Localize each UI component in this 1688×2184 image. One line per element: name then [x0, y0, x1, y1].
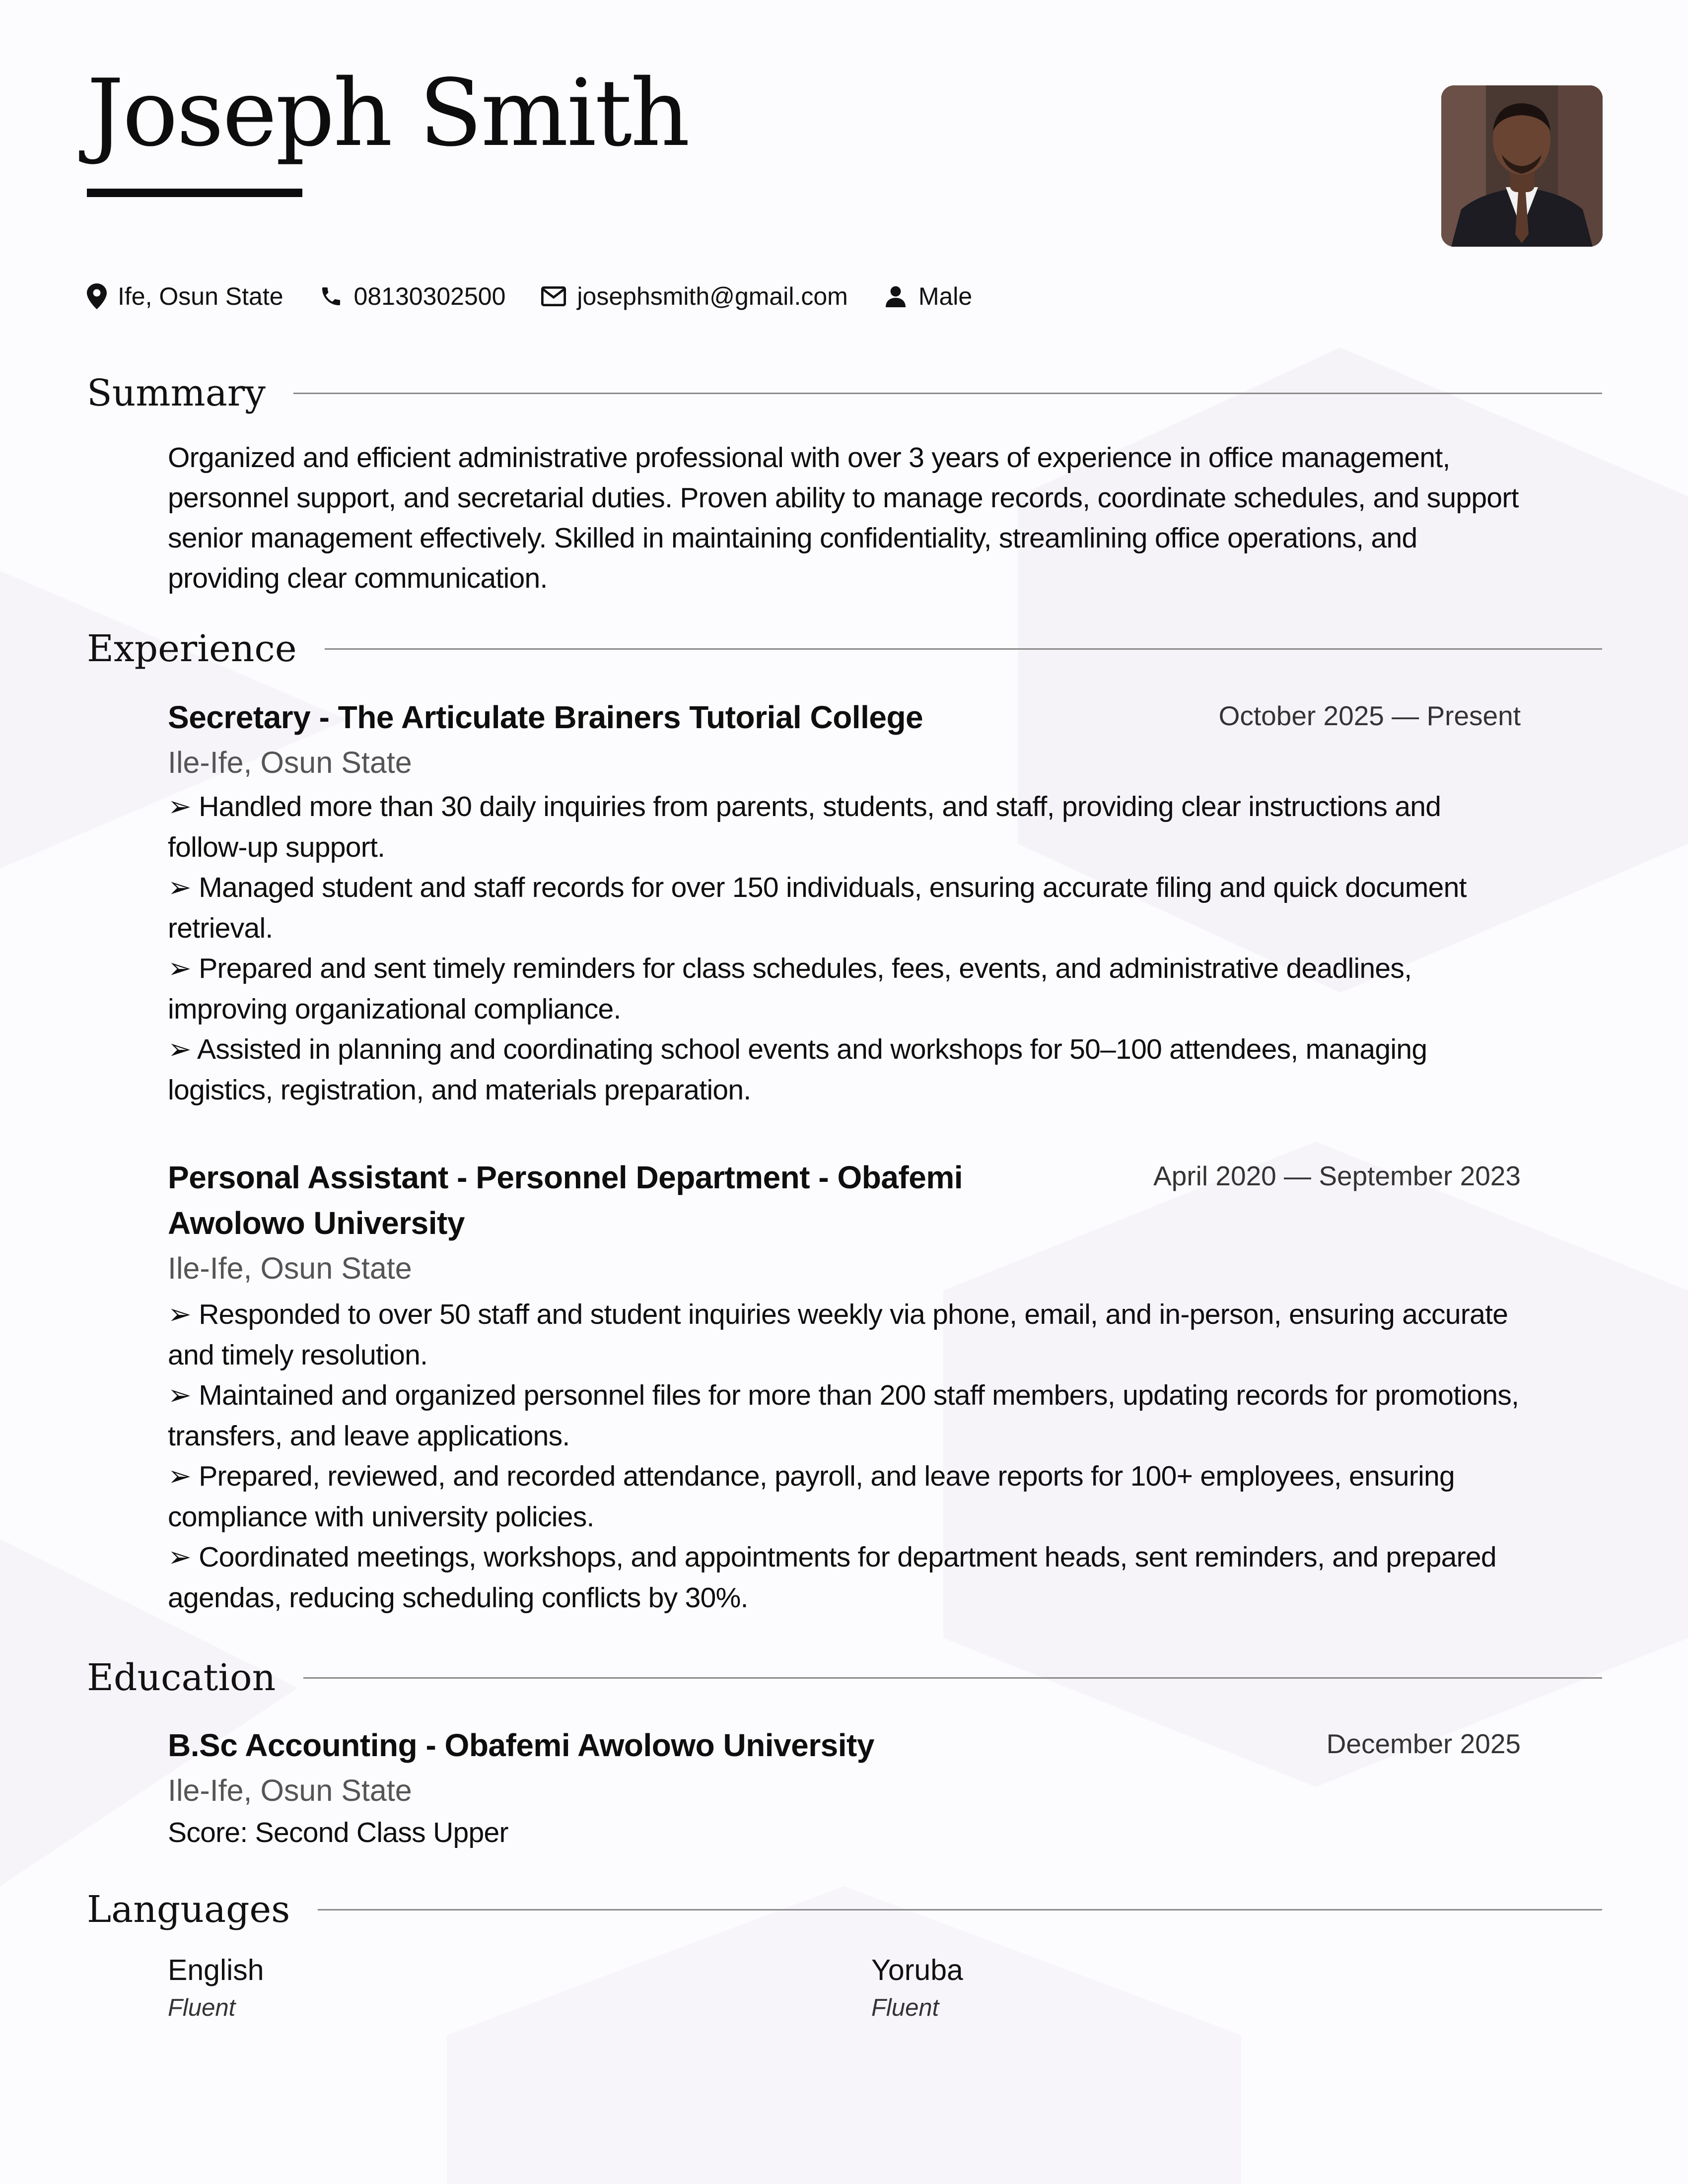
degree-title: B.Sc Accounting - Obafemi Awolowo University: [168, 1727, 874, 1763]
section-divider: [325, 648, 1602, 650]
section-divider: [303, 1677, 1602, 1679]
envelope-icon: [541, 286, 566, 306]
map-pin-icon: [87, 283, 107, 309]
list-item: ➢ Coordinated meetings, workshops, and appointments for department heads, sent reminders, and prepared agendas, reducing scheduling conflicts by 30%.: [168, 1541, 1496, 1614]
profile-photo: [1441, 85, 1603, 247]
list-item: ➢ Assisted in planning and coordinating school events and workshops for 50–100 attendees, managing logistics, registration, and materials preparation.: [168, 1033, 1427, 1106]
contact-bar: [87, 279, 972, 314]
job-location: Ile-Ife, Osun State: [168, 1251, 412, 1285]
language-level: Fluent: [871, 1994, 939, 2021]
job-entry: [168, 1155, 1521, 1618]
list-item: ➢ Managed student and staff records for over 150 individuals, ensuring accurate filing and quick document retrieval.: [168, 872, 1467, 944]
experience-title: Experience: [87, 627, 297, 670]
contact-phone: [319, 282, 506, 311]
section-divider: [318, 1909, 1602, 1911]
name-underline: [87, 189, 302, 197]
job-bullets: [168, 1295, 1521, 1618]
location-text: Ife, Osun State: [118, 282, 283, 310]
languages-title: Languages: [87, 1888, 290, 1931]
job-location: Ile-Ife, Osun State: [168, 746, 412, 779]
job-bullets: [168, 787, 1521, 1110]
contact-email: [541, 282, 847, 311]
education-title: Education: [87, 1656, 276, 1699]
phone-text[interactable]: 08130302500: [353, 282, 506, 310]
experience-header: [87, 627, 1602, 670]
summary-title: Summary: [87, 372, 266, 414]
email-text[interactable]: josephsmith@gmail.com: [577, 282, 848, 310]
list-item: ➢ Handled more than 30 daily inquiries from parents, students, and staff, providing clear instructions and follow-up support.: [168, 791, 1441, 863]
job-title: Personal Assistant - Personnel Department - Obafemi Awolowo University: [168, 1160, 963, 1241]
list-item: ➢ Maintained and organized personnel files for more than 200 staff members, updating records for promotions, transfers, and leave applications.: [168, 1379, 1519, 1452]
phone-icon: [319, 284, 343, 308]
contact-location: [87, 282, 283, 311]
candidate-name: Joseph Smith: [87, 59, 689, 167]
education-date: December 2025: [1326, 1728, 1521, 1759]
list-item: ➢ Prepared and sent timely reminders for class schedules, fees, events, and administrative deadlines, improving organizational compliance.: [168, 953, 1412, 1025]
job-dates: April 2020 — September 2023: [1153, 1160, 1521, 1191]
gender-text: Male: [918, 282, 973, 310]
languages-header: [87, 1888, 1602, 1931]
job-entry: [168, 694, 1521, 1110]
summary-text: Organized and efficient administrative professional with over 3 years of experience in office management, personnel support, and secretarial duties. Proven ability to manage records, coordinate schedules, and support senior management effectively. Skilled in maintaining confidentiality, streamlining office operations, and providing clear communication.: [168, 442, 1519, 594]
job-title: Secretary - The Articulate Brainers Tutorial College: [168, 699, 923, 735]
education-entry: [168, 1722, 1521, 1853]
list-item: ➢ Responded to over 50 staff and student inquiries weekly via phone, email, and in-person, ensuring accurate and timely resolution.: [168, 1298, 1508, 1371]
job-dates: October 2025 — Present: [1218, 700, 1521, 731]
education-location: Ile-Ife, Osun State: [168, 1774, 412, 1807]
contact-gender: [884, 282, 972, 311]
language-name: English: [168, 1954, 264, 1986]
language-level: Fluent: [168, 1994, 236, 2021]
language-name: Yoruba: [871, 1954, 963, 1986]
summary-section: [168, 438, 1521, 599]
section-divider: [293, 393, 1602, 394]
education-score: Score: Second Class Upper: [168, 1817, 508, 1848]
person-icon: [884, 284, 908, 308]
summary-header: [87, 372, 1602, 414]
languages-section: [168, 1956, 1521, 2035]
education-header: [87, 1656, 1602, 1699]
list-item: ➢ Prepared, reviewed, and recorded attendance, payroll, and leave reports for 100+ employees, ensuring compliance with university policies.: [168, 1460, 1455, 1533]
